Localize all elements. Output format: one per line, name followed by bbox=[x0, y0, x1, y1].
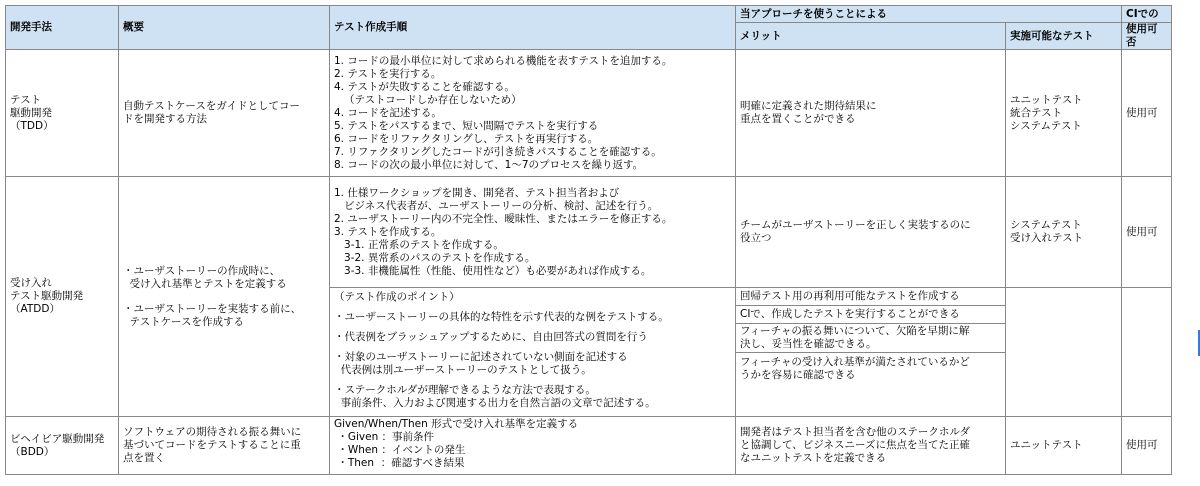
cell-ci-atdd-blank bbox=[1122, 288, 1172, 417]
cell-ci-tdd: 使用可 bbox=[1122, 50, 1172, 177]
table-row-atdd bbox=[6, 177, 1172, 288]
cell-merit-atdd: チームがユーザストーリーを正しく実装するのに 役立つ bbox=[736, 177, 1006, 288]
cell-tests-bdd: ユニットテスト bbox=[1006, 417, 1122, 475]
cell-tests-atdd-blank bbox=[1006, 288, 1122, 417]
point-merit: CIで、作成したテストを実行することができる bbox=[736, 306, 1006, 324]
cell-merit-tdd: 明確に定義された期待結果に 重点を置くことができる bbox=[736, 50, 1006, 177]
cell-tests-atdd: システムテスト 受け入れテスト bbox=[1006, 177, 1122, 288]
cell-ci-atdd: 使用可 bbox=[1122, 177, 1172, 288]
header-approach: 当アプローチを使うことによる bbox=[736, 6, 1122, 23]
cell-ci-bdd: 使用可 bbox=[1122, 417, 1172, 475]
cell-procedure-bdd: Given/When/Then 形式で受け入れ基準を定義する ・Given ：事前条件 ・When ：イベントの発生 ・Then ：確認すべき結果 bbox=[330, 417, 736, 475]
table-row-bdd bbox=[6, 417, 1172, 475]
cell-overview-tdd: 自動テストケースをガイドとしてコー ドを開発する方法 bbox=[119, 50, 330, 177]
point-item: ・代表例をブラッシュアップするために、自由回答式の質問を行う bbox=[334, 331, 648, 343]
points-heading: （テスト作成のポイント） bbox=[334, 291, 460, 303]
cell-method-tdd: テスト 駆動開発 （TDD） bbox=[6, 50, 119, 177]
header-ci-line2: 使用可否 bbox=[1122, 23, 1172, 50]
header-feasible-tests: 実施可能なテスト bbox=[1006, 23, 1122, 50]
point-merit: フィーチャの振る舞いについて、欠陥を早期に解 決し、妥当性を確認できる。 bbox=[736, 324, 1006, 353]
cell-overview-atdd bbox=[119, 177, 330, 417]
point-merit: フィーチャの受け入れ基準が満たされているかど うかを容易に確認できる bbox=[736, 353, 1006, 417]
cell-method-atdd: 受け入れ テスト駆動開発 （ATDD） bbox=[6, 177, 119, 417]
cell-tests-tdd: ユニットテスト 統合テスト システムテスト bbox=[1006, 50, 1122, 177]
cell-procedure-atdd: 1. 仕様ワークショップを開き、開発者、テスト担当者および ビジネス代表者が、ユーザストーリーの分析、検討、記述を行う。 2. ユーザストーリー内の不完全性、曖昧性、またはエラーを修正する。 3. テストを作成する。 3-1. 正常系のテストを作成する。 3-2. 異常系のパスのテストを作成する。 3-3. 非機能属性（性能、使用性など）も必要があれば作成する。 bbox=[330, 177, 736, 288]
cell-merit-bdd: 開発者はテスト担当者を含む他のステークホルダ と協調して、ビジネスニーズに焦点を当てた正確 なユニットテストを定義できる bbox=[736, 417, 1006, 475]
overview-item: ・ユーザストーリーを実装する前に、 テストケースを作成する bbox=[123, 302, 302, 328]
cell-method-bdd: ビヘイビア駆動開発 （BDD） bbox=[6, 417, 119, 475]
table-row-tdd bbox=[6, 50, 1172, 177]
point-item: ・対象のユーザストーリーに記述されていない側面を記述する 代表例は別ユーザーストーリーのテストとして扱う。 bbox=[334, 351, 628, 376]
header-procedure: テスト作成手順 bbox=[330, 6, 736, 50]
overview-item: ・ユーザストーリーの作成時に、 受け入れ基準とテストを定義する bbox=[123, 264, 287, 290]
header-merit: メリット bbox=[736, 23, 1006, 50]
header-method: 開発手法 bbox=[6, 6, 119, 50]
point-item: ・ステークホルダが理解できるような方法で表現する。 事前条件、入力および関連する出力を自然言語の文章で記述する。 bbox=[334, 384, 656, 409]
header-ci-line1: CIでの bbox=[1122, 6, 1172, 23]
point-item: ・ユーザーストーリーの具体的な特性を示す代表的な例をテストする。 bbox=[334, 311, 669, 323]
point-merit: 回帰テスト用の再利用可能なテストを作成する bbox=[736, 288, 1006, 306]
cell-points-atdd bbox=[330, 288, 736, 417]
cell-procedure-tdd: 1. コードの最小単位に対して求められる機能を表すテストを追加する。 2. テストを実行する。 4. テストが失敗することを確認する。 （テストコードしか存在しないため） 4. コードを記述する。 5. テストをパスするまで、短い間隔でテストを実行する 6. コードをリファクタリングし、テストを再実行する。 7. リファクタリングしたコードが引き続きパスすることを確認する。 8. コードの次の最小単位に対して、1〜7のプロセスを繰り返す。 bbox=[330, 50, 736, 177]
cell-overview-bdd: ソフトウェアの期待される振る舞いに 基づいてコードをテストすることに重 点を置く bbox=[119, 417, 330, 475]
test-approach-table bbox=[5, 5, 1172, 475]
header-overview: 概要 bbox=[119, 6, 330, 50]
